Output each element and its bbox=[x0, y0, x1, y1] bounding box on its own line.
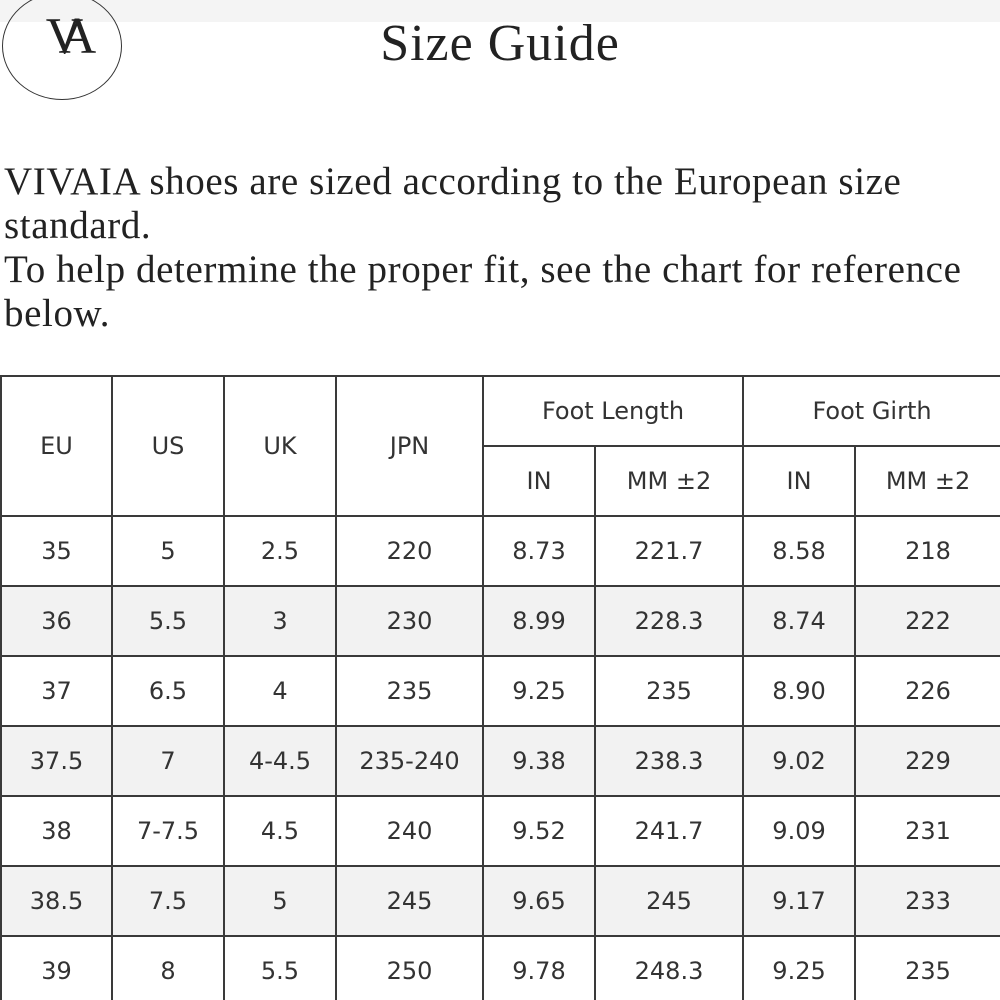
cell-length-mm: 241.7 bbox=[595, 796, 743, 866]
cell-length-mm: 248.3 bbox=[595, 936, 743, 1000]
cell-uk: 5.5 bbox=[224, 936, 336, 1000]
cell-uk: 2.5 bbox=[224, 516, 336, 586]
cell-eu: 36 bbox=[1, 586, 112, 656]
table-row bbox=[1, 796, 1000, 866]
table-body bbox=[1, 516, 1000, 1000]
cell-girth-mm: 229 bbox=[855, 726, 1000, 796]
cell-us: 7.5 bbox=[112, 866, 224, 936]
cell-length-in: 9.38 bbox=[483, 726, 595, 796]
cell-jpn: 235-240 bbox=[336, 726, 483, 796]
table-row bbox=[1, 726, 1000, 796]
col-header-length-mm: MM ±2 bbox=[595, 446, 743, 516]
cell-girth-mm: 218 bbox=[855, 516, 1000, 586]
cell-uk: 5 bbox=[224, 866, 336, 936]
cell-us: 6.5 bbox=[112, 656, 224, 726]
cell-length-mm: 228.3 bbox=[595, 586, 743, 656]
cell-eu: 35 bbox=[1, 516, 112, 586]
logo-monogram: VA bbox=[45, 8, 79, 65]
table-row bbox=[1, 656, 1000, 726]
intro-line-sizing: VIVAIA shoes are sized according to the European size standard. bbox=[4, 160, 902, 247]
cell-eu: 37 bbox=[1, 656, 112, 726]
col-header-uk: UK bbox=[224, 376, 336, 516]
cell-length-mm: 221.7 bbox=[595, 516, 743, 586]
col-header-length-in: IN bbox=[483, 446, 595, 516]
table-header bbox=[1, 376, 1000, 516]
cell-jpn: 230 bbox=[336, 586, 483, 656]
size-chart-table bbox=[0, 375, 1000, 1000]
cell-jpn: 220 bbox=[336, 516, 483, 586]
cell-length-in: 8.73 bbox=[483, 516, 595, 586]
cell-jpn: 245 bbox=[336, 866, 483, 936]
cell-girth-mm: 231 bbox=[855, 796, 1000, 866]
cell-eu: 38 bbox=[1, 796, 112, 866]
table-row bbox=[1, 516, 1000, 586]
cell-jpn: 250 bbox=[336, 936, 483, 1000]
cell-length-mm: 235 bbox=[595, 656, 743, 726]
cell-girth-mm: 222 bbox=[855, 586, 1000, 656]
col-header-foot-length: Foot Length bbox=[483, 376, 743, 446]
cell-uk: 4.5 bbox=[224, 796, 336, 866]
col-header-girth-mm: MM ±2 bbox=[855, 446, 1000, 516]
cell-us: 8 bbox=[112, 936, 224, 1000]
cell-eu: 37.5 bbox=[1, 726, 112, 796]
cell-girth-in: 8.58 bbox=[743, 516, 855, 586]
cell-jpn: 240 bbox=[336, 796, 483, 866]
cell-length-in: 9.25 bbox=[483, 656, 595, 726]
cell-length-in: 9.65 bbox=[483, 866, 595, 936]
col-header-us: US bbox=[112, 376, 224, 516]
cell-girth-in: 9.17 bbox=[743, 866, 855, 936]
col-header-foot-girth: Foot Girth bbox=[743, 376, 1000, 446]
cell-girth-mm: 235 bbox=[855, 936, 1000, 1000]
table-row bbox=[1, 586, 1000, 656]
cell-uk: 4-4.5 bbox=[224, 726, 336, 796]
table-row bbox=[1, 866, 1000, 936]
page-title: Size Guide bbox=[380, 15, 620, 72]
col-header-girth-in: IN bbox=[743, 446, 855, 516]
cell-girth-in: 9.09 bbox=[743, 796, 855, 866]
col-header-eu: EU bbox=[1, 376, 112, 516]
cell-uk: 3 bbox=[224, 586, 336, 656]
table-row bbox=[1, 936, 1000, 1000]
cell-girth-in: 9.02 bbox=[743, 726, 855, 796]
cell-us: 5 bbox=[112, 516, 224, 586]
cell-us: 7-7.5 bbox=[112, 796, 224, 866]
cell-girth-mm: 233 bbox=[855, 866, 1000, 936]
intro-text bbox=[4, 160, 994, 336]
cell-us: 5.5 bbox=[112, 586, 224, 656]
cell-jpn: 235 bbox=[336, 656, 483, 726]
cell-girth-in: 8.74 bbox=[743, 586, 855, 656]
cell-length-in: 9.78 bbox=[483, 936, 595, 1000]
cell-length-in: 8.99 bbox=[483, 586, 595, 656]
cell-length-mm: 238.3 bbox=[595, 726, 743, 796]
cell-us: 7 bbox=[112, 726, 224, 796]
cell-girth-in: 8.90 bbox=[743, 656, 855, 726]
intro-line-reference: To help determine the proper fit, see the chart for reference below. bbox=[4, 248, 962, 335]
cell-girth-in: 9.25 bbox=[743, 936, 855, 1000]
cell-uk: 4 bbox=[224, 656, 336, 726]
cell-eu: 38.5 bbox=[1, 866, 112, 936]
cell-length-mm: 245 bbox=[595, 866, 743, 936]
cell-length-in: 9.52 bbox=[483, 796, 595, 866]
cell-girth-mm: 226 bbox=[855, 656, 1000, 726]
col-header-jpn: JPN bbox=[336, 376, 483, 516]
cell-eu: 39 bbox=[1, 936, 112, 1000]
